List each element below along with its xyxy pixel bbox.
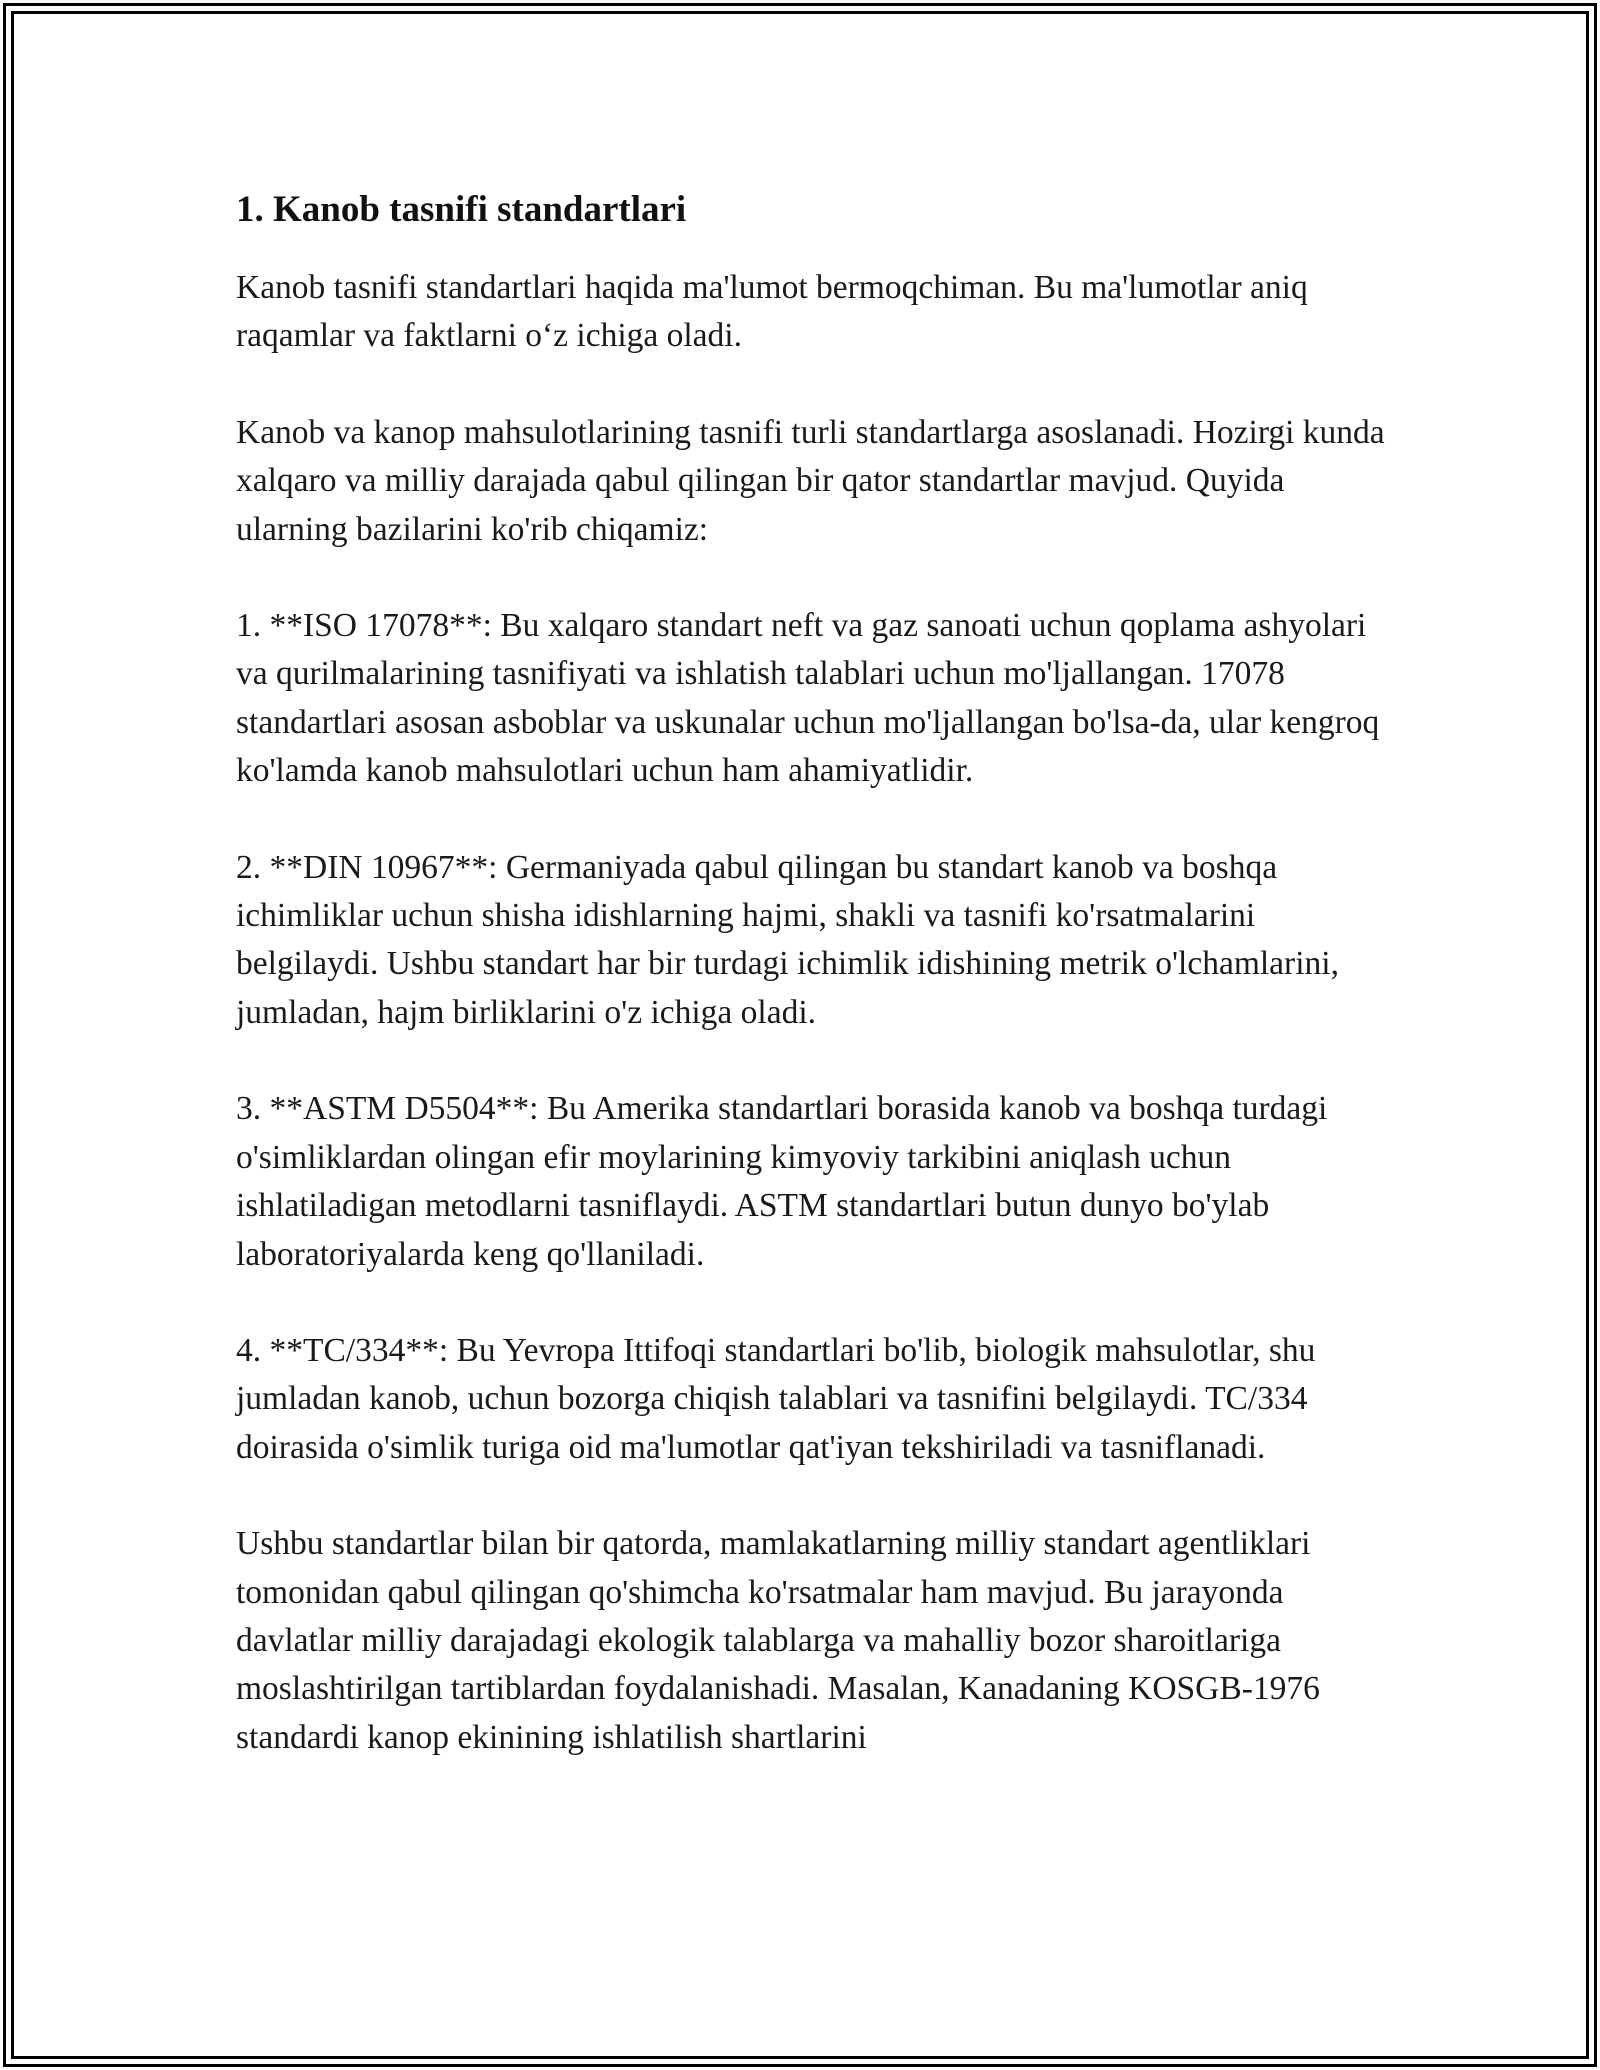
paragraph-astm-d5504: 3. **ASTM D5504**: Bu Amerika standartlari borasida kanob va boshqa turdagi o'simliklardan olingan efir moylarining kimyoviy tarkibini aniqlash uchun ishlatiladigan metodlarni tasniflaydi. ASTM standartlari butun dunyo bo'ylab laboratoriyalarda keng qo'llaniladi.: [236, 1090, 1328, 1273]
section-heading: 1. Kanob tasnifi standartlari: [236, 189, 687, 230]
paragraph-overview: Kanob va kanop mahsulotlarining tasnifi turli standartlarga asoslanadi. Hozirgi kunda xalqaro va milliy darajada qabul qilingan bir qator standartlar mavjud. Quyida ularning bazilarini ko'rib chiqamiz:: [236, 413, 1385, 548]
paragraph-intro: Kanob tasnifi standartlari haqida ma'lumot bermoqchiman. Bu ma'lumotlar aniq raqamlar va faktlarni o‘z ichiga oladi.: [236, 269, 1308, 355]
paragraph-iso-17078: 1. **ISO 17078**: Bu xalqaro standart neft va gaz sanoati uchun qoplama ashyolari va qurilmalarining tasnifiyati va ishlatish talablari uchun mo'ljallangan. 17078 standartlari asosan asboblar va uskunalar uchun mo'ljallangan bo'lsa-da, ular kengroq ko'lamda kanob mahsulotlari uchun ham ahamiyatlidir.: [236, 607, 1380, 790]
paragraph-national-standards: Ushbu standartlar bilan bir qatorda, mamlakatlarning milliy standart agentliklari tomonidan qabul qilingan qo'shimcha ko'rsatmalar ham mavjud. Bu jarayonda davlatlar milliy darajadagi ekologik talablarga va mahalliy bozor sharoitlariga moslashtirilgan tartiblardan foydalanishadi. Masalan, Kanadaning KOSGB-1976 standardi kanop ekinining ishlatilish shartlarini: [236, 1525, 1320, 1756]
document-body: [236, 186, 1386, 1810]
paragraph-din-10967: 2. **DIN 10967**: Germaniyada qabul qilingan bu standart kanob va boshqa ichimliklar uchun shisha idishlarning hajmi, shakli va tasnifi ko'rsatmalarini belgilaydi. Ushbu standart har bir turdagi ichimlik idishining metrik o'lchamlarini, jumladan, hajm birliklarini o'z ichiga oladi.: [236, 848, 1339, 1031]
paragraph-tc-334: 4. **TC/334**: Bu Yevropa Ittifoqi standartlari bo'lib, biologik mahsulotlar, shu jumladan kanob, uchun bozorga chiqish talablari va tasnifini belgilaydi. TC/334 doirasida o'simlik turiga oid ma'lumotlar qat'iyan tekshiriladi va tasniflanadi.: [236, 1331, 1316, 1466]
